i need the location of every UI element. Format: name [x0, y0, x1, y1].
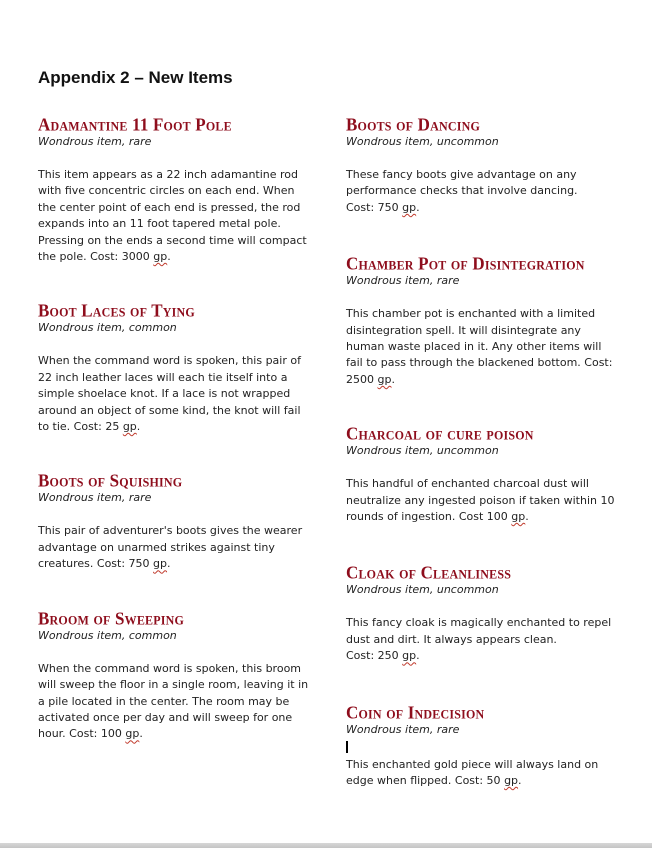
currency-gp: gp: [122, 420, 137, 434]
item-name: Charcoal of cure poison: [346, 423, 534, 444]
item-type: Wondrous item, rare: [38, 135, 152, 148]
item-name: Boot Laces of Tying: [38, 300, 195, 322]
item-description: This fancy cloak is magically enchanted to repel dust and dirt. It always appears clean. Cost: 250 gp.: [346, 616, 612, 663]
item-description: When the command word is spoken, this broom will sweep the floor in a single room, leaving it in a pile located in the center. The room may be activated once per day and will sweep for one hour. Cost: 100 gp.: [38, 661, 309, 741]
item-name: Cloak of Cleanliness: [346, 562, 512, 584]
item-type: Wondrous item, uncommon: [346, 583, 499, 597]
item-entry: [346, 563, 620, 664]
item-entry: [346, 424, 620, 525]
item-type: Wondrous item, uncommon: [346, 444, 499, 458]
page-bottom-edge: [0, 843, 652, 848]
item-type: Wondrous item, rare: [346, 274, 460, 288]
item-entry: [38, 609, 310, 743]
page-title: Appendix 2 – New Items: [38, 68, 233, 87]
item-description: When the command word is spoken, this pair of 22 inch leather laces will each tie itself into a simple shoelace knot. If a lace is not wrapped around an object of some kind, the knot will fail to tie. Cost: 25 gp.: [38, 354, 301, 434]
currency-gp: gp: [153, 250, 168, 264]
item-description: This handful of enchanted charcoal dust will neutralize any ingested poison if taken within 10 rounds of ingestion. Cost 100 gp.: [346, 477, 615, 524]
item-type: Wondrous item, common: [38, 321, 177, 335]
item-name: Boots of Squishing: [38, 470, 183, 492]
currency-gp: gp: [511, 510, 526, 524]
item-entry: [38, 471, 310, 572]
left-column: [38, 115, 310, 743]
item-entry: [38, 301, 310, 435]
item-type: Wondrous item, rare: [38, 491, 152, 505]
item-description: These fancy boots give advantage on any performance checks that involve dancing. Cost: 750 gp.: [346, 168, 578, 214]
currency-gp: gp: [125, 727, 140, 741]
item-description: This enchanted gold piece will always land on edge when flipped. Cost: 50 gp.: [346, 757, 599, 788]
text-cursor[interactable]: [346, 741, 348, 753]
item-name: Adamantine 11 Foot Pole: [38, 114, 232, 135]
item-type: Wondrous item, common: [38, 628, 177, 642]
item-name: Chamber Pot of Disintegration: [346, 253, 585, 274]
item-name: Boots of Dancing: [346, 114, 480, 135]
item-description: This item appears as a 22 inch adamantine rod with five concentric circles on each end. When the center point of each end is pressed, the rod expands into an 11 foot tapered metal pole. Pressing on the ends a second time will compact the pole. Cost: 3000 gp.: [38, 168, 307, 264]
item-entry: [346, 254, 620, 388]
item-description: This chamber pot is enchanted with a limited disintegration spell. It will disintegrate any human waste placed in it. Any other items will fail to pass through the blackened bottom. Cost: 2500 gp.: [346, 307, 613, 386]
item-name: Broom of Sweeping: [38, 607, 185, 629]
currency-gp: gp: [402, 649, 417, 663]
currency-gp: gp: [402, 200, 417, 214]
item-entry: [38, 115, 310, 265]
item-name: Coin of Indecision: [346, 701, 485, 723]
item-description: This pair of adventurer's boots gives the wearer advantage on unarmed strikes against tiny creatures. Cost: 750 gp.: [38, 524, 303, 571]
right-column: [346, 115, 620, 790]
item-entry: [346, 703, 620, 790]
currency-gp: gp: [153, 557, 168, 571]
item-type: Wondrous item, rare: [346, 722, 460, 736]
item-type: Wondrous item, uncommon: [346, 135, 499, 148]
currency-gp: gp: [377, 372, 392, 386]
currency-gp: gp: [504, 774, 519, 788]
item-entry: [346, 115, 620, 216]
